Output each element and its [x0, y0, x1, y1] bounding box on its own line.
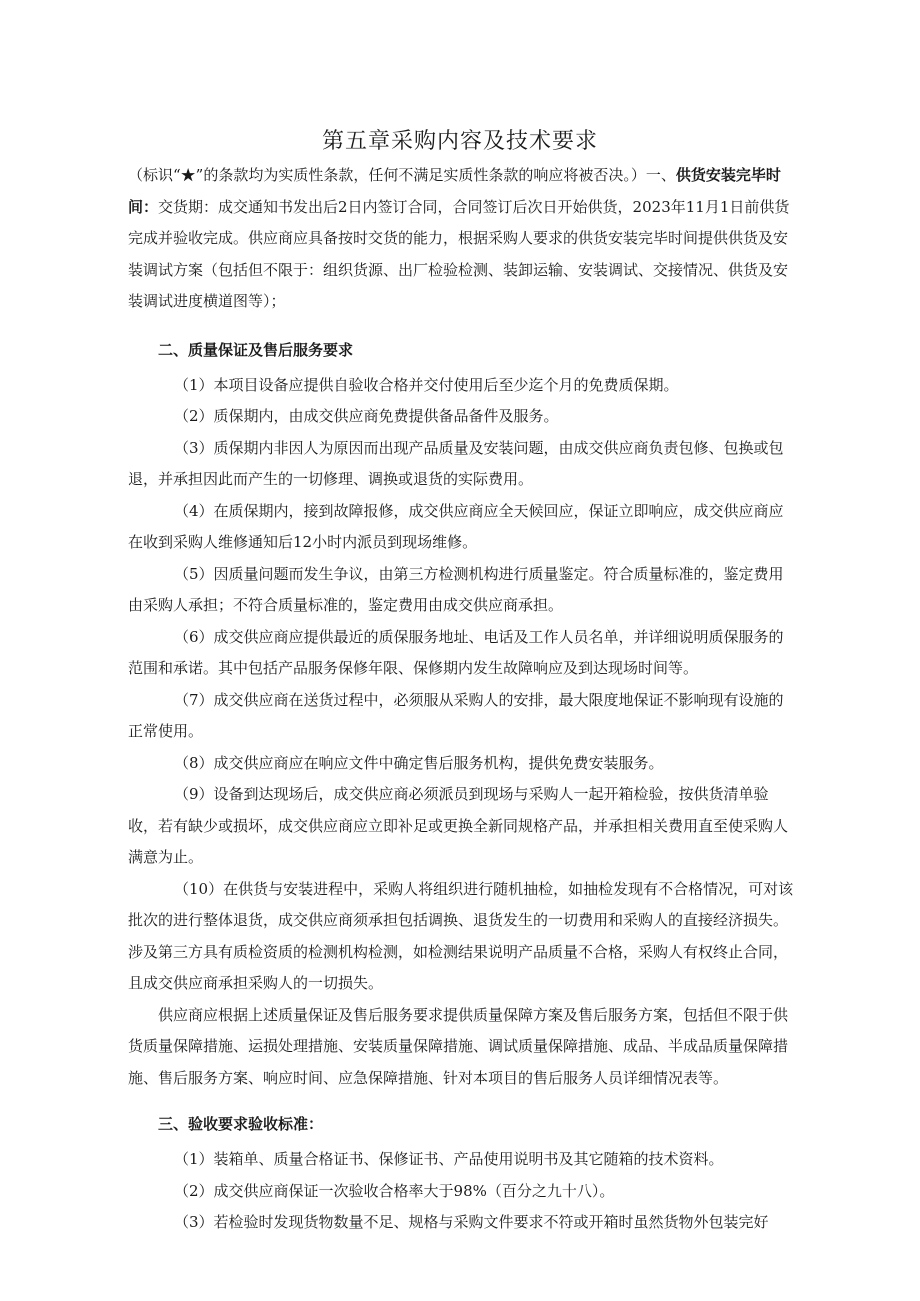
section-2-item-8: （8）成交供应商应在响应文件中确定售后服务机构，提供免费安装服务。 — [174, 753, 664, 772]
section-2-closing: 供应商应根据上述质量保证及售后服务要求提供质量保障方案及售后服务方案，包括但不限于供货质量保障措施、运损处理措施、安装质量保障措施、调试质量保障措施、成品、半成品质量保障措施、售后服务方案、响应时间、应急保障措施、针对本项目的售后服务人员详细情况表等。 — [128, 1005, 789, 1087]
intro-bold-label: 供货安装完毕时间： — [128, 166, 781, 216]
section-3-heading: 三、验收要求验收标准： — [158, 1115, 324, 1133]
intro-lead: （标识“★”的条款均为实质性条款，任何不满足实质性条款的响应将被否决。）一、 — [128, 166, 676, 184]
section-2-item-2: （2）质保期内，由成交供应商免费提供备品备件及服务。 — [174, 407, 559, 425]
section-2-item-5: （5）因质量问题而发生争议，由第三方检测机构进行质量鉴定。符合质量标准的，鉴定费用由采购人承担；不符合质量标准的，鉴定费用由成交供应商承担。 — [128, 564, 784, 614]
section-3-item-1: （1）装箱单、质量合格证书、保修证书、产品使用说明书及其它随箱的技术资料。 — [174, 1150, 724, 1168]
section-3-item-2: （2）成交供应商保证一次验收合格率大于98%（百分之九十八）。 — [174, 1181, 615, 1200]
section-2-item-6: （6）成交供应商应提供最近的质保服务地址、电话及工作人员名单，并详细说明质保服务的范围和承诺。其中包括产品服务保修年限、保修期内发生故障响应及到达现场时间等。 — [128, 627, 784, 677]
section-2-item-3: （3）质保期内非因人为原因而出现产品质量及安装问题，由成交供应商负责包修、包换或包退，并承担因此而产生的一切修理、调换或退货的实际费用。 — [128, 438, 784, 488]
page-title: 第五章采购内容及技术要求 — [321, 129, 598, 154]
section-3-item-3: （3）若检验时发现货物数量不足、规格与采购文件要求不符或开箱时虽然货物外包装完好 — [174, 1213, 769, 1231]
section-2-item-9: （9）设备到达现场后，成交供应商必须派员到现场与采购人一起开箱检验，按供货清单验收，若有缺少或损坏，成交供应商应立即补足或更换全新同规格产品，并承担相关费用直至使采购人满意为止。 — [128, 785, 789, 866]
section-2-heading: 二、质量保证及售后服务要求 — [158, 340, 354, 359]
intro-paragraph — [128, 160, 794, 318]
section-2-item-1: （1）本项目设备应提供自验收合格并交付使用后至少迄个月的免费质保期。 — [174, 375, 679, 394]
section-2-item-4: （4）在质保期内，接到故障报修，成交供应商应全天候回应，保证立即响应，成交供应商应在收到采购人维修通知后12小时内派员到现场维修。 — [128, 501, 784, 551]
document-body — [128, 160, 794, 1239]
section-2-item-7: （7）成交供应商在送货过程中，必须服从采购人的安排，最大限度地保证不影响现有设施的正常使用。 — [128, 690, 784, 740]
section-2-item-10: （10）在供货与安装进程中，采购人将组织进行随机抽检，如抽检发现有不合格情况，可对该批次的进行整体退货，成交供应商须承担包括调换、退货发生的一切费用和采购人的直接经济损失。涉及第三方具有质检资质的检测机构检测，如检测结果说明产品质量不合格，采购人有权终止合同，且成交供应商承担采购人的一切损失。 — [128, 879, 794, 992]
intro-rest: 交货期：成交通知书发出后2日内签订合同，合同签订后次日开始供货，2023年11月1日前供货完成并验收完成。供应商应具备按时交货的能力，根据采购人要求的供货安装完毕时间提供供货及安装调试方案（包括但不限于：组织货源、出厂检验检测、装卸运输、安装调试、交接情况、供货及安装调试进度横道图等）； — [128, 197, 790, 310]
